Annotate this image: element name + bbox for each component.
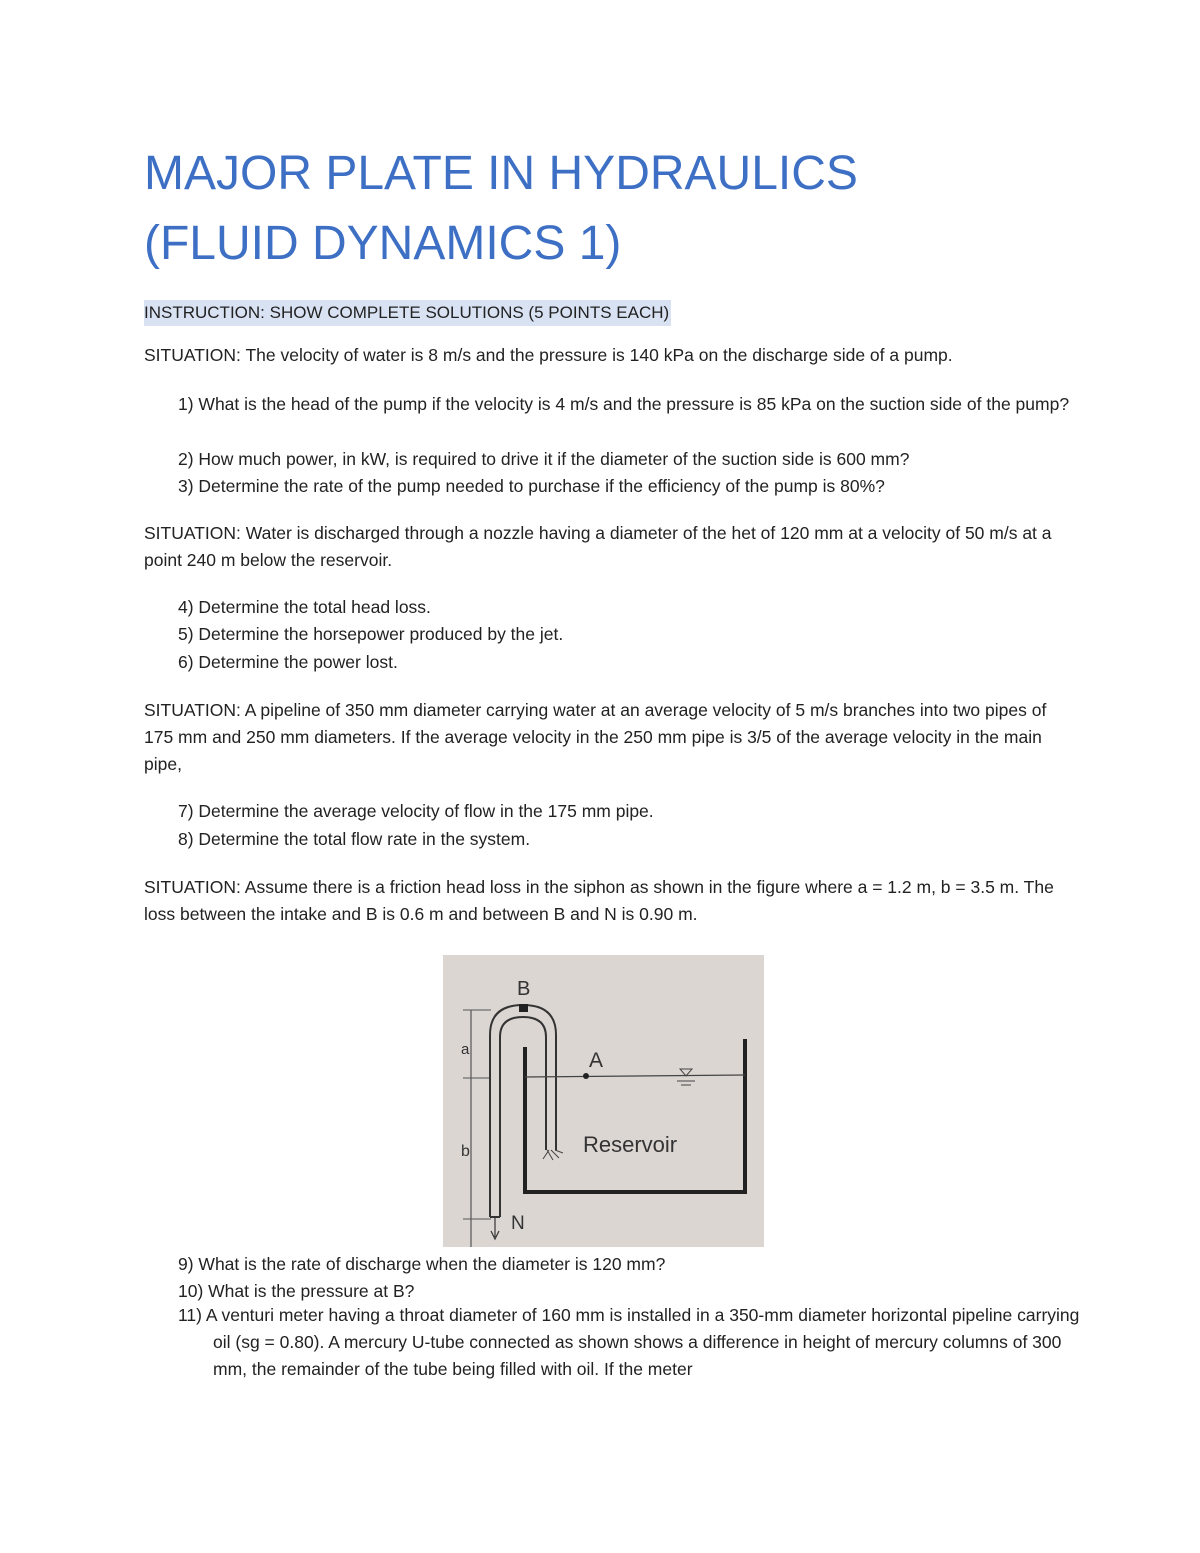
water-surface — [525, 1075, 745, 1077]
reservoir-walls — [525, 1039, 745, 1192]
situation-4-text: SITUATION: Assume there is a friction head loss in the siphon as shown in the figure where a = 1.2 m, b = 3.5 m. The loss between the intake and B is 0.6 m and between B and N is 0.90 m. — [144, 877, 1054, 924]
page-title-line-2: (FLUID DYNAMICS 1) — [144, 217, 622, 270]
label-n: N — [511, 1213, 525, 1234]
question-8: 8) Determine the total flow rate in the system. — [178, 829, 531, 849]
question-11: 11) A venturi meter having a throat diameter of 160 mm is installed in a 350-mm diameter horizontal pipeline carrying oil (sg = 0.80). A mercury U-tube connected as shown shows a difference in height of mercury columns of 300 mm, the remainder of the tube being filled with oil. If the meter — [178, 1305, 1080, 1379]
question-5: 5) Determine the horsepower produced by the jet. — [178, 624, 564, 644]
point-a-marker — [583, 1073, 589, 1079]
label-b-top: B — [517, 978, 531, 1000]
question-2: 2) How much power, in kW, is required to drive it if the diameter of the suction side is 600 mm? — [178, 449, 910, 469]
question-1: 1) What is the head of the pump if the velocity is 4 m/s and the pressure is 85 kPa on the suction side of the pump? — [178, 394, 1070, 414]
label-b-dimension: b — [461, 1143, 470, 1160]
question-9: 9) What is the rate of discharge when the diameter is 120 mm? — [178, 1254, 666, 1274]
label-a-dimension: a — [461, 1041, 470, 1058]
question-6: 6) Determine the power lost. — [178, 652, 398, 672]
situation-2-text: SITUATION: Water is discharged through a nozzle having a diameter of the het of 120 mm at a velocity of 50 m/s at a point 240 m below the reservoir. — [144, 523, 1052, 570]
situation-3-text: SITUATION: A pipeline of 350 mm diameter carrying water at an average velocity of 5 m/s branches into two pipes of 175 mm and 250 mm diameters. If the average velocity in the 250 mm pipe is 3/5 of the average velocity in the main pipe, — [144, 700, 1047, 774]
label-reservoir: Reservoir — [583, 1132, 678, 1157]
page-title-line-1: MAJOR PLATE IN HYDRAULICS — [144, 147, 858, 200]
siphon-figure — [443, 955, 764, 1247]
label-a-point: A — [589, 1049, 604, 1072]
question-7: 7) Determine the average velocity of flow in the 175 mm pipe. — [178, 801, 654, 821]
question-4: 4) Determine the total head loss. — [178, 597, 431, 617]
intake-strainer — [543, 1150, 563, 1160]
instruction-highlight: INSTRUCTION: SHOW COMPLETE SOLUTIONS (5 POINTS EACH) — [144, 300, 671, 326]
question-10: 10) What is the pressure at B? — [178, 1281, 415, 1301]
point-b-marker — [519, 1004, 528, 1012]
siphon-diagram — [443, 955, 764, 1247]
question-3: 3) Determine the rate of the pump needed to purchase if the efficiency of the pump is 80%? — [178, 476, 885, 496]
situation-1-text: SITUATION: The velocity of water is 8 m/s and the pressure is 140 kPa on the discharge side of a pump. — [144, 345, 953, 365]
